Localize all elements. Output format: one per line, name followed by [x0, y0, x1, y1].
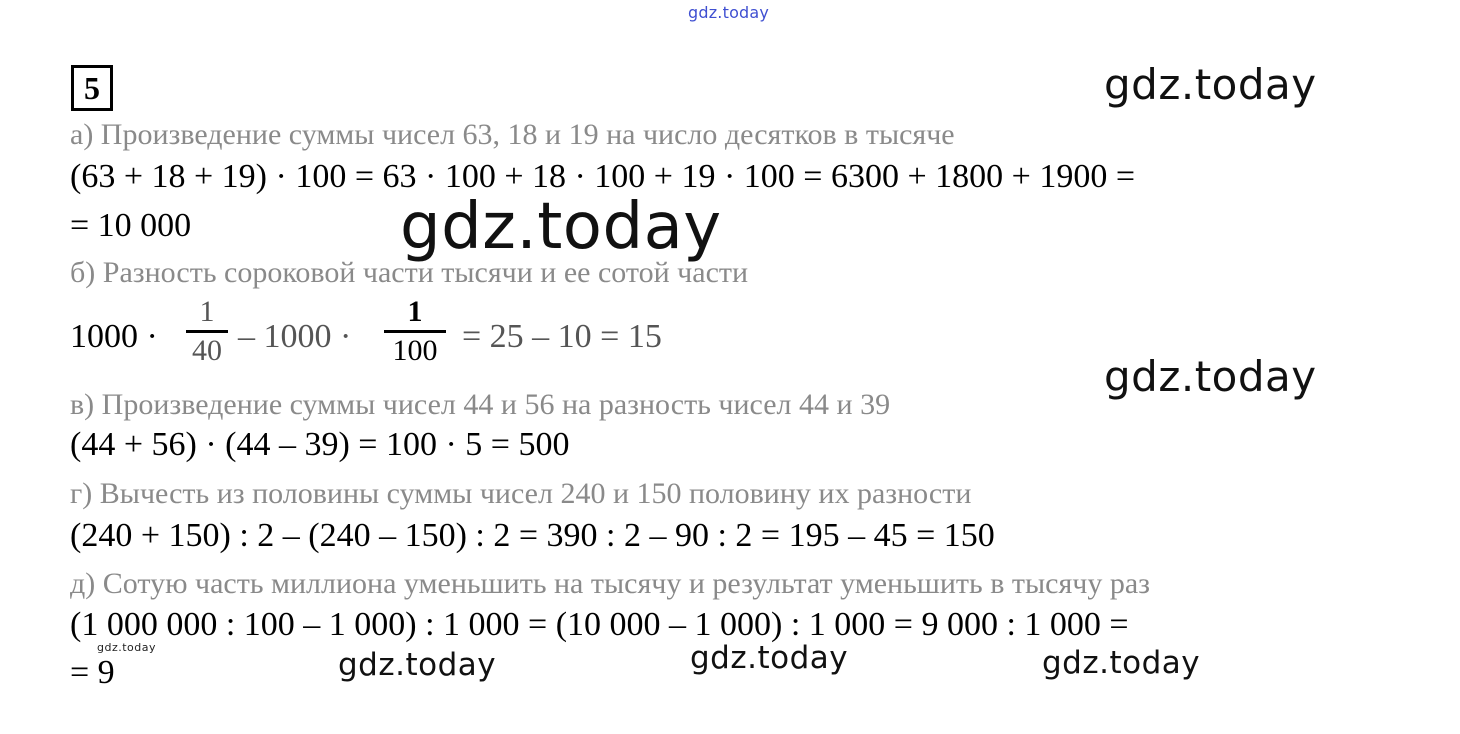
- fraction-1-numerator: 1: [199, 295, 215, 328]
- fraction-2-bar: [384, 330, 446, 333]
- fraction-2-denominator: 100: [392, 334, 438, 367]
- watermark-bottom-right: gdz.today: [1042, 645, 1201, 681]
- top-watermark: gdz.today: [688, 3, 770, 22]
- watermark-right-middle: gdz.today: [1104, 352, 1317, 401]
- problem-number-box: 5: [71, 65, 113, 111]
- fraction-2-numerator: 1: [407, 295, 423, 328]
- task-d-statement: г) Вычесть из половины суммы чисел 240 и 150 половину их разности: [70, 477, 972, 510]
- watermark-bottom-center: gdz.today: [690, 640, 849, 676]
- fraction-1-denominator: 40: [192, 334, 222, 367]
- task-a-equation-line2: = 10 000: [70, 207, 192, 244]
- task-b-term1: 1000 ·: [70, 318, 158, 355]
- task-e-equation-line1: (1 000 000 : 100 – 1 000) : 1 000 = (10 000 – 1 000) : 1 000 = 9 000 : 1 000 =: [70, 606, 1129, 643]
- watermark-top-right: gdz.today: [1104, 60, 1317, 109]
- task-d-equation: (240 + 150) : 2 – (240 – 150) : 2 = 390 : 2 – 90 : 2 = 195 – 45 = 150: [70, 517, 995, 554]
- task-a-statement: а) Произведение суммы чисел 63, 18 и 19 на число десятков в тысяче: [70, 118, 955, 151]
- task-b-minus-term: – 1000 ·: [238, 318, 352, 355]
- fraction-1-bar: [186, 330, 228, 333]
- task-e-equation-line2: = 9: [70, 654, 115, 691]
- task-b-statement: б) Разность сороковой части тысячи и ее сотой части: [70, 256, 749, 289]
- task-b-result: = 25 – 10 = 15: [462, 318, 662, 355]
- watermark-large: gdz.today: [400, 190, 722, 264]
- task-c-equation: (44 + 56) · (44 – 39) = 100 · 5 = 500: [70, 426, 570, 463]
- task-b-fraction-1: [186, 296, 228, 367]
- watermark-bottom-left: gdz.today: [338, 647, 497, 683]
- task-b-fraction-2: [384, 296, 446, 367]
- task-c-statement: в) Произведение суммы чисел 44 и 56 на разность чисел 44 и 39: [70, 388, 891, 421]
- watermark-tiny: gdz.today: [97, 641, 157, 654]
- task-e-statement: д) Сотую часть миллиона уменьшить на тысячу и результат уменьшить в тысячу раз: [70, 567, 1150, 600]
- task-a-equation-line1: (63 + 18 + 19) · 100 = 63 · 100 + 18 · 100 + 19 · 100 = 6300 + 1800 + 1900 =: [70, 158, 1136, 195]
